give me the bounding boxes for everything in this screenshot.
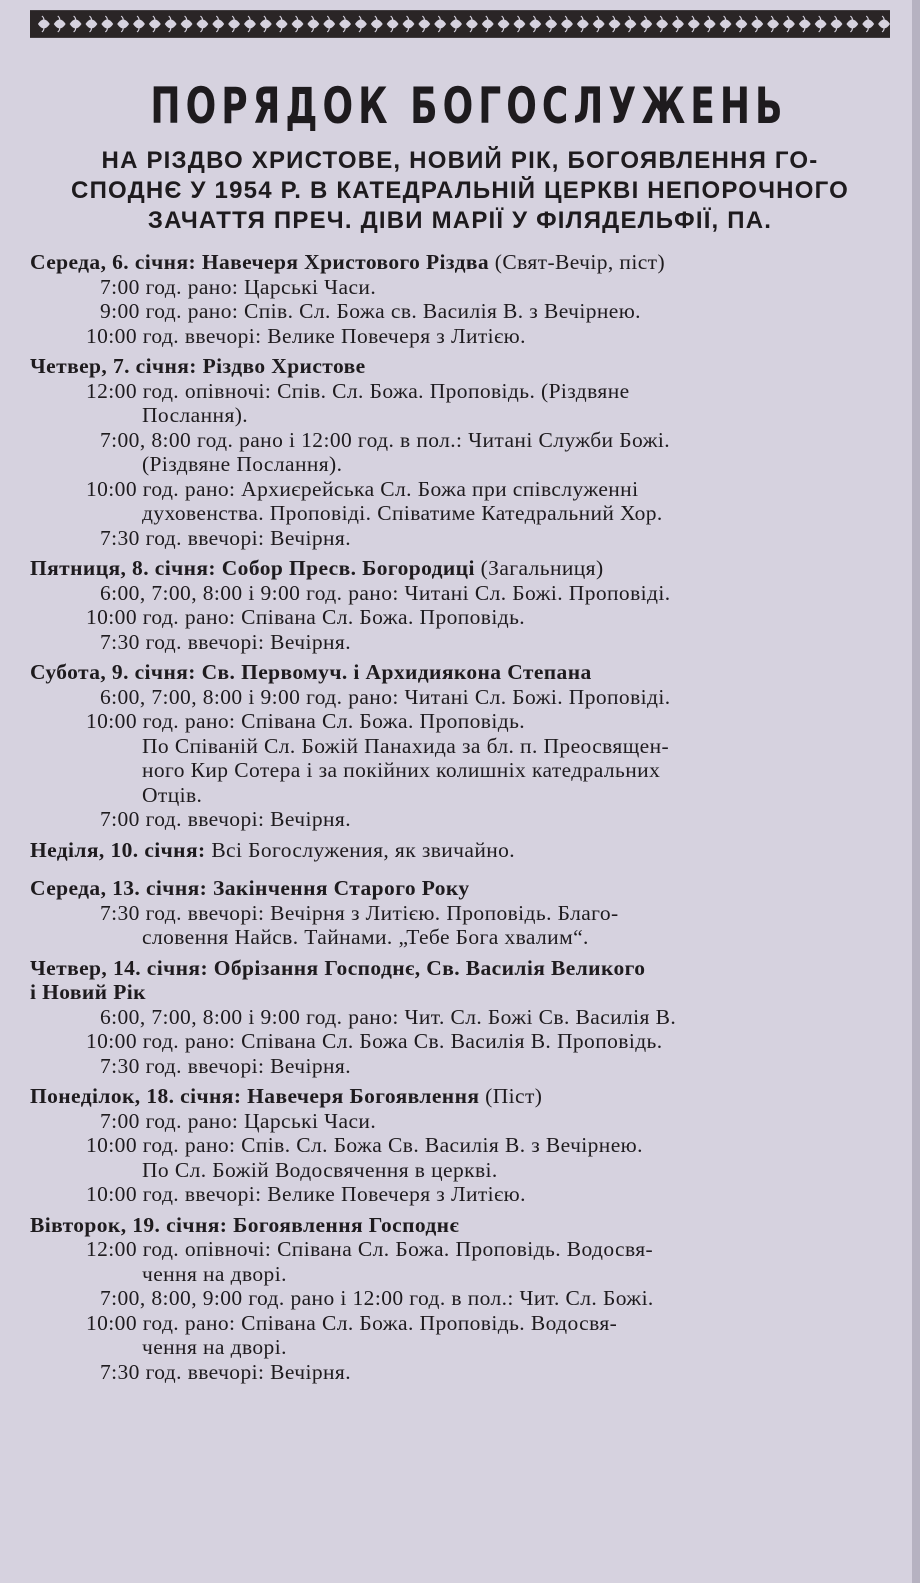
service-entry: 10:00 год. рано: Співана Сл. Божа. Проповідь. [86,605,526,629]
day-header [30,660,890,685]
service-entry-continued: Отців. [142,782,203,807]
day-header [30,250,890,275]
service-entry: 7:30 год. ввечорі: Вечірня з Литією. Проповідь. Благо- [100,900,619,925]
service-entry: 7:00 год. ввечорі: Вечірня. [100,807,351,831]
day-note: (Загальниця) [474,556,604,580]
day-note: Всі Богослужения, як звичайно. [205,837,516,862]
service-entry: 10:00 год. ввечорі: Велике Повечеря з Литією. [86,323,526,348]
service-entry-continued: духовенства. Проповіді. Співатиме Катедральний Хор. [142,501,663,525]
day-note: (Піст) [479,1084,543,1108]
day-header [30,956,890,981]
service-entry: 9:00 год. рано: Спів. Сл. Божа св. Василія В. з Вечірнею. [100,299,641,323]
day-title: Вівторок, 19. січня: Богоявлення Господнє [30,1212,460,1237]
day-header [30,876,890,901]
subtitle-line: ЗАЧАТТЯ ПРЕЧ. ДІВИ МАРІЇ У ФІЛЯДЕЛЬФІЇ, ПА. [147,207,773,234]
schedule-day [30,660,890,832]
day-title: Субота, 9. січня: Св. Первомуч. і Архидиякона Степана [30,660,592,684]
service-entry: 10:00 год. рано: Співана Сл. Божа. Проповідь. [86,709,526,733]
day-title-continued: і Новий Рік [30,980,146,1004]
service-entry-continued: По Співаній Сл. Божій Панахида за бл. п. Преосвящен- [142,733,670,758]
service-entry: 10:00 год. рано: Архиєрейська Сл. Божа при співслуженні [86,476,639,501]
service-entry: 7:30 год. ввечорі: Вечірня. [100,629,351,654]
service-entry-continued: По Сл. Божій Водосвячення в церкві. [142,1157,498,1182]
day-title: Середа, 13. січня: Закінчення Старого Року [30,876,470,900]
service-entry-continued: словення Найсв. Тайнами. „Тебе Бога хвалим“. [142,925,589,949]
day-title: Середа, 6. січня: Навечеря Христового Різдва [30,250,490,274]
subtitle-line: НА РІЗДВО ХРИСТОВЕ, НОВИЙ РІК, БОГОЯВЛЕННЯ ГО- [101,147,819,174]
day-header [30,1213,890,1238]
schedule-list [30,250,890,1384]
schedule-day [30,1213,890,1385]
service-entry-continued: (Різдвяне Послання). [142,452,343,476]
service-entry: 6:00, 7:00, 8:00 і 9:00 год. рано: Читані Сл. Божі. Проповіді. [100,684,671,709]
service-entry-continued: ного Кир Сотера і за покійних колишніх катедральних [142,758,661,782]
day-note: (Свят-Вечір, піст) [489,250,666,274]
service-entry: 10:00 год. рано: Співана Сл. Божа Св. Василія В. Проповідь. [86,1029,663,1053]
service-entry: 7:30 год. ввечорі: Вечірня. [100,1053,351,1078]
day-header-continued [30,980,890,1005]
service-entry: 12:00 год. опівночі: Співана Сл. Божа. Проповідь. Водосвя- [86,1237,654,1261]
page-title: ПОРЯДОК БОГОСЛУЖЕНЬ [150,77,788,135]
day-header [30,1084,890,1109]
schedule-day [30,556,890,654]
service-entry-continued: Послання). [142,403,249,427]
service-entry: 7:30 год. ввечорі: Вечірня. [100,1359,351,1384]
service-entry: 6:00, 7:00, 8:00 і 9:00 год. рано: Чит. Сл. Божі Св. Василія В. [100,1004,677,1029]
leaf-border-icon [30,8,890,40]
schedule-day [30,838,890,863]
day-title: Неділя, 10. січня: [30,837,206,862]
schedule-day [30,250,890,348]
schedule-day [30,876,890,950]
service-entry: 7:00, 8:00 год. рано і 12:00 год. в пол.: Читані Служби Божі. [100,427,670,452]
day-title: Понеділок, 18. січня: Навечеря Богоявлення [30,1084,480,1108]
subtitle-line: СПОДНЄ У 1954 Р. В КАТЕДРАЛЬНІЙ ЦЕРКВІ НЕПОРОЧНОГО [71,177,849,204]
decorative-leaf-border [30,8,890,40]
service-entry: 10:00 год. рано: Спів. Сл. Божа Св. Василія В. з Вечірнею. [86,1133,643,1157]
service-entry: 7:00 год. рано: Царські Часи. [100,274,377,299]
service-entry-continued: чення на дворі. [142,1335,287,1359]
service-entry: 6:00, 7:00, 8:00 і 9:00 год. рано: Читані Сл. Божі. Проповіді. [100,580,671,605]
service-entry: 7:00 год. рано: Царські Часи. [100,1108,377,1133]
service-entry: 7:00, 8:00, 9:00 год. рано і 12:00 год. в пол.: Чит. Сл. Божі. [100,1286,654,1310]
day-title: Четвер, 14. січня: Обрізання Господнє, Св. Василія Великого [30,955,646,980]
schedule-day [30,354,890,550]
service-entry: 10:00 год. ввечорі: Велике Повечеря з Литією. [86,1182,526,1206]
service-entry-continued: чення на дворі. [142,1261,287,1286]
day-header [30,838,890,863]
schedule-day [30,1084,890,1207]
service-entry: 10:00 год. рано: Співана Сл. Божа. Проповідь. Водосвя- [86,1310,618,1335]
schedule-day [30,956,890,1079]
day-title: Пятниця, 8. січня: Собор Пресв. Богородиці [30,556,475,580]
day-title: Четвер, 7. січня: Різдво Христове [30,354,366,378]
service-entry: 7:30 год. ввечорі: Вечірня. [100,525,351,550]
day-header [30,556,890,581]
subtitle [40,146,880,236]
service-entry: 12:00 год. опівночі: Спів. Сл. Божа. Проповідь. (Різдвяне [86,378,630,403]
day-header [30,354,890,379]
